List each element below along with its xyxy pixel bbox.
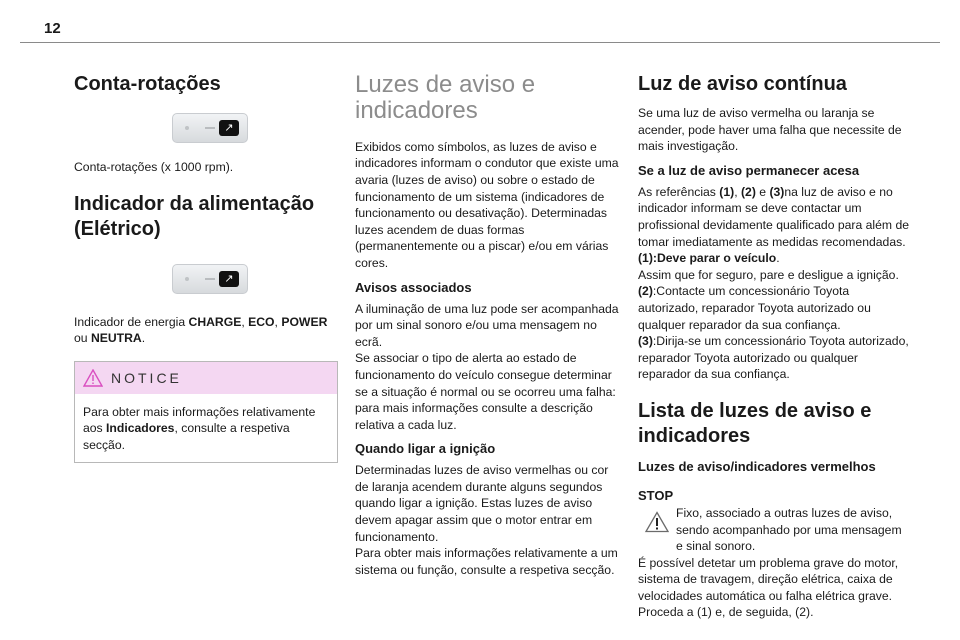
notice-box [74, 361, 338, 463]
column-middle [355, 62, 619, 578]
stop-label: STOP [638, 487, 674, 503]
ignition-text: Determinadas luzes de aviso vermelhas ou cor de laranja acendem durante alguns segundos quando ligar a ignição. Estas luzes de aviso devem apagar assim que o motor entrar em funcionamento. [355, 463, 609, 544]
stop-text-2: É possível detetar um problema grave do motor, sistema de travagem, direção elétrica, caixa de velocidades automática ou falha elétrica grave. Proceda a (1) e, de seguida, (2). [638, 555, 899, 620]
stop-text: Fixo, associado a outras luzes de aviso, sendo acompanhado por uma mensagem e sinal sonoro. [676, 505, 902, 554]
column-left [74, 62, 338, 463]
page-number: 12 [44, 20, 61, 37]
notice-title: NOTICE [111, 369, 182, 386]
ref3-text: (3):Dirija-se um concessionário Toyota autorizado, reparador Toyota autorizado ou qualquer reparador da sua confiança. [638, 334, 909, 382]
assoc-text: A iluminação de uma luz pode ser acompanhada por um sinal sonoro e/ou uma mensagem no ecrã. [355, 301, 619, 349]
tach-caption: Conta-rotações (x 1000 rpm). [74, 160, 234, 174]
list-title: Lista de luzes de aviso e indicadores [638, 399, 872, 447]
assoc-title: Avisos associados [355, 279, 472, 295]
warning-triangle-icon [638, 511, 676, 533]
assoc-text-2: Se associar o tipo de alerta ao estado de funcionamento do veículo consegue determinar se a situação é normal ou se ocorreu uma falha: para mais informações consulte a descrição relativa a cada luz. [355, 351, 616, 432]
notice-header [75, 362, 337, 394]
ref2-text: (2):Contacte um concessionário Toyota autorizado, reparador Toyota autorizado ou qualquer reparador da sua confiança. [638, 284, 871, 332]
ref1-text: (1):Deve parar o veículo. Assim que for seguro, pare e desligue a ignição. [638, 251, 899, 282]
tach-title: Conta-rotações [74, 73, 221, 95]
top-divider [20, 42, 940, 43]
power-indicator-icon: ↗ [172, 264, 248, 294]
continuous-text: Se uma luz de aviso vermelha ou laranja se acender, pode haver uma falha que necessite de mais investigação. [638, 106, 902, 154]
persistent-text: As referências (1), (2) e (3)na luz de aviso e no indicador informam se deve contactar um profissional devidamente qualificado para além de tomar imediatamente as medidas recomendadas. [638, 184, 909, 249]
ignition-text-2: Para obter mais informações relativamente a um sistema ou função, consulte a respetiva secção. [355, 546, 618, 577]
continuous-title: Luz de aviso contínua [638, 73, 847, 95]
power-title: Indicador da alimentação (Elétrico) [74, 192, 315, 240]
tachometer-icon: ↗ [172, 113, 248, 143]
persistent-title: Se a luz de aviso permanecer acesa [638, 162, 860, 178]
intro-text: Exibidos como símbolos, as luzes de aviso e indicadores informam o condutor que existe uma avaria (luzes de aviso) ou sobre o estado de funcionamento de um sistema (indicadores de funcionamento ou desativação). Determinadas luzes acendem de duas formas (permanentemente ou a piscar) e/ou em várias cores. [355, 139, 619, 270]
warning-triangle-icon [83, 369, 103, 387]
column-right [638, 62, 910, 621]
notice-text: Para obter mais informações relativamente aos Indicadores, consulte a respetiva secção. [83, 404, 316, 452]
power-text: Indicador de energia CHARGE, ECO, POWER ou NEUTRA. [74, 314, 328, 346]
ignition-title: Quando ligar a ignição [355, 441, 496, 457]
stop-row [638, 505, 910, 555]
warning-lights-title: Luzes de aviso e indicadores [355, 71, 536, 125]
red-lights-title: Luzes de aviso/indicadores vermelhos [638, 458, 876, 474]
